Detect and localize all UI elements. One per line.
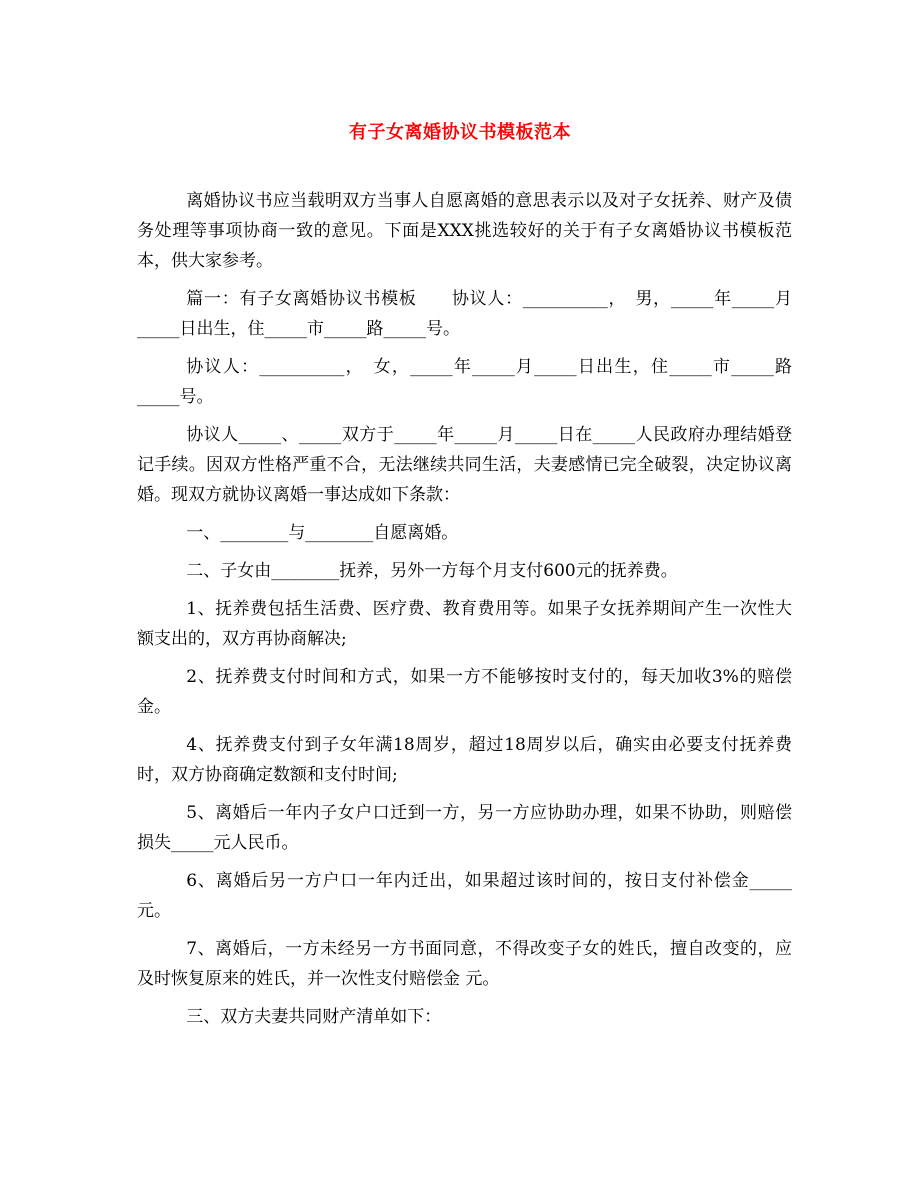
paragraph-clause-2: 二、子女由________抚养，另外一方每个月支付600元的抚养费。 (186, 561, 678, 581)
document-title: 有子女离婚协议书模板范本 (349, 122, 571, 143)
paragraph-intro: 离婚协议书应当载明双方当事人自愿离婚的意思表示以及对子女抚养、财产及债务处理等事项协商一致的意见。下面是XXX挑选较好的关于有子女离婚协议书模板范本，供大家参考。 (137, 191, 792, 271)
paragraph-item-2: 2、抚养费支付时间和方式，如果一方不能够按时支付的，每天加收3%的赔偿金。 (137, 667, 792, 717)
paragraph-marriage-registration: 协议人_____、_____双方于_____年_____月_____日在_____人民政府办理结婚登记手续。因双方性格严重不合，无法继续共同生活，夫妻感情已完全破裂，决定协议离婚。现双方就协议离婚一事达成如下条款： (137, 425, 792, 505)
paragraph-clause-1: 一、________与________自愿离婚。 (186, 523, 459, 543)
paragraph-item-4: 4、抚养费支付到子女年满18周岁，超过18周岁以后，确实由必要支付抚养费时，双方协商确定数额和支付时间; (137, 735, 792, 785)
paragraph-item-6: 6、离婚后另一方户口一年内迁出，如果超过该时间的，按日支付补偿金_____元。 (137, 871, 792, 921)
paragraph-item-7: 7、离婚后，一方未经另一方书面同意，不得改变子女的姓氏，擅自改变的，应及时恢复原来的姓氏，并一次性支付赔偿金 元。 (137, 939, 792, 989)
paragraph-party-a: 篇一：有子女离婚协议书模板 协议人：__________， 男，_____年_____月_____日出生，住_____市_____路_____号。 (137, 289, 792, 339)
document-body (137, 186, 792, 1040)
paragraph-clause-3: 三、双方夫妻共同财产清单如下： (186, 1007, 442, 1027)
paragraph-party-b: 协议人：__________， 女，_____年_____月_____日出生，住_____市_____路_____号。 (137, 357, 792, 407)
paragraph-item-5: 5、离婚后一年内子女户口迁到一方，另一方应协助办理，如果不协助，则赔偿损失_____元人民币。 (137, 803, 792, 853)
paragraph-item-1: 1、抚养费包括生活费、医疗费、教育费用等。如果子女抚养期间产生一次性大额支出的，双方再协商解决; (137, 599, 792, 649)
